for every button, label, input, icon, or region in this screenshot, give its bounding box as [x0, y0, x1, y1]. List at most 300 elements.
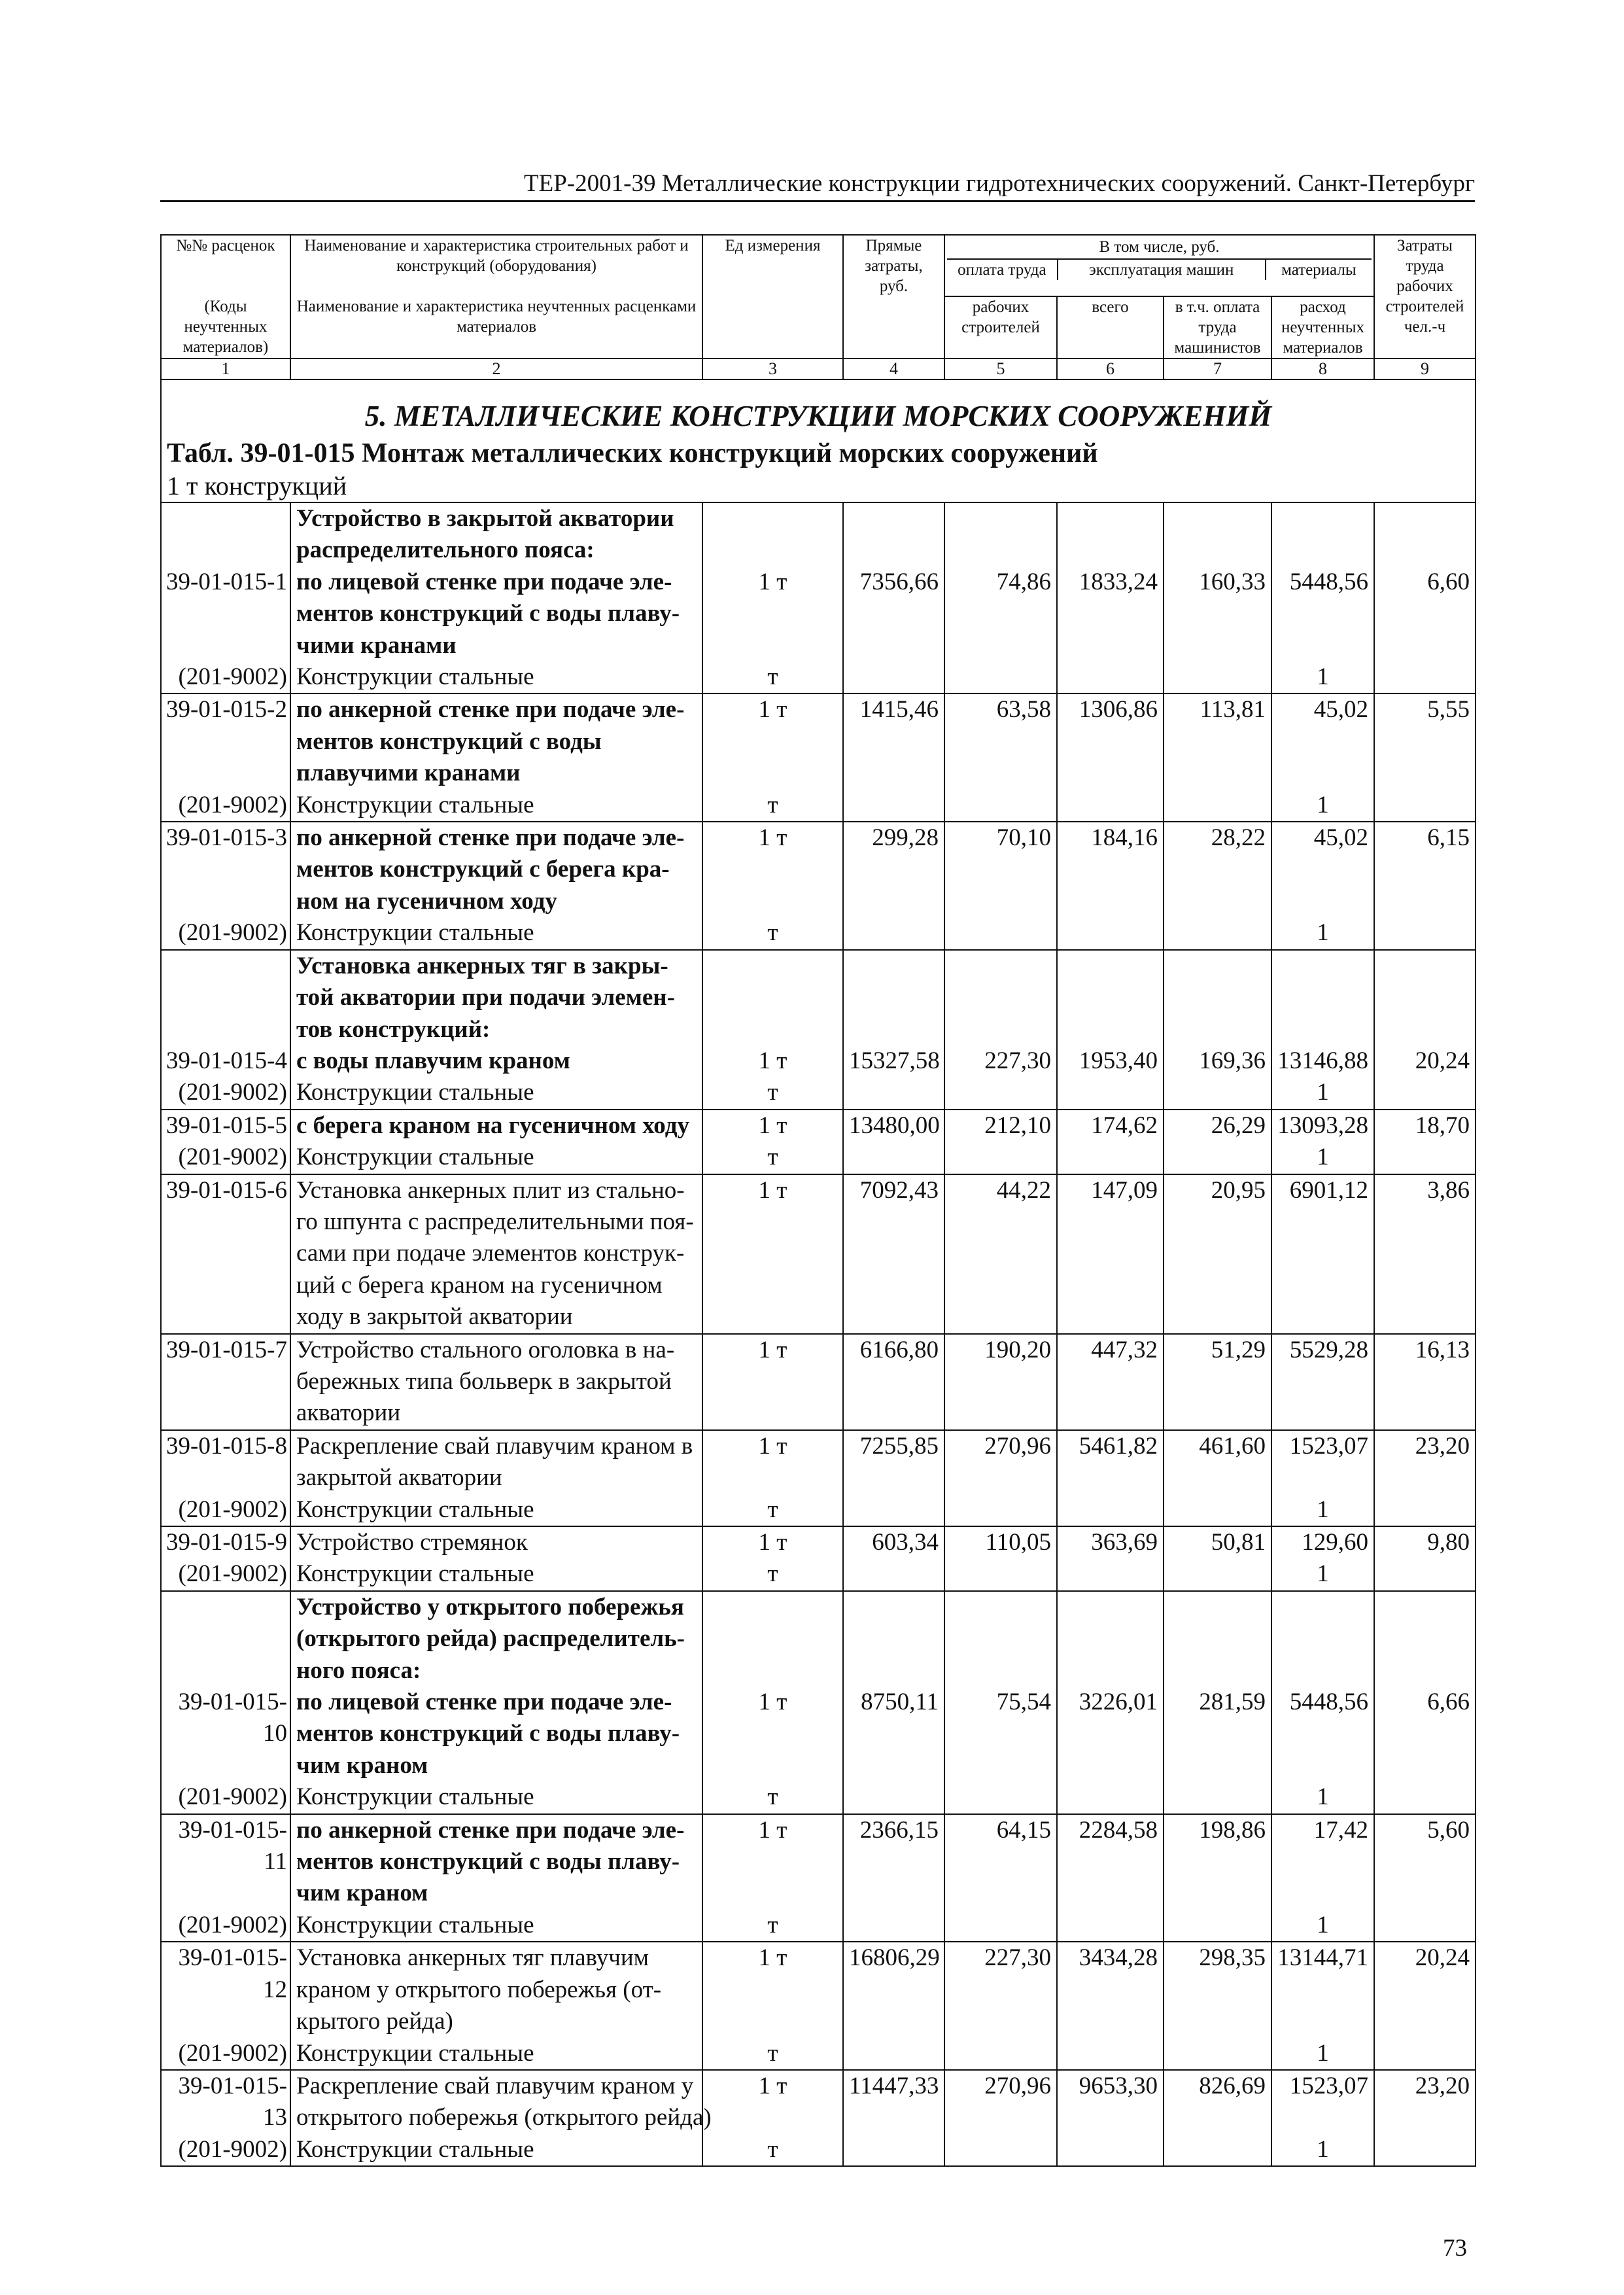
rate-row [161, 1942, 1476, 2037]
value-wage: 212,10 [944, 1110, 1057, 1142]
unit-of-measure: т [702, 1781, 843, 1813]
work-description [290, 1591, 702, 1781]
col-header-4: Прямые затраты, руб. [843, 235, 944, 359]
col-header-5a: оплата труда [947, 259, 1058, 280]
value-mat: 1 [1271, 1781, 1374, 1813]
unit-of-measure: 1 т [702, 1814, 843, 1910]
rate-row [161, 1174, 1476, 1334]
value-direct [843, 790, 944, 822]
description-line: по анкерной стенке при подаче эле- [296, 824, 685, 852]
value-wage: 227,30 [944, 1942, 1057, 2037]
value-mat: 5448,56 [1271, 502, 1374, 661]
work-description [290, 1334, 702, 1430]
rate-row [161, 502, 1476, 661]
value-mach-wage [1164, 1077, 1271, 1109]
description-line: с воды плавучим краном [296, 1047, 570, 1074]
unit-of-measure: 1 т [702, 1110, 843, 1142]
unit-of-measure: 1 т [702, 502, 843, 661]
value-mach-wage [1164, 1558, 1271, 1590]
value-mach-wage [1164, 661, 1271, 693]
value-direct: 1415,46 [843, 693, 944, 789]
value-mach: 184,16 [1057, 822, 1164, 917]
value-direct [843, 1781, 944, 1813]
description-line: чим краном [296, 1751, 428, 1779]
value-mach-wage: 826,69 [1164, 2070, 1271, 2134]
value-mat: 13144,71 [1271, 1942, 1374, 2037]
description-line: Раскрепление свай плавучим краном у [296, 2072, 694, 2099]
description-line: крытого рейда) [296, 2008, 453, 2035]
document-title: ТЕР-2001-39 Металлические конструкции гидротехнических сооружений. Санкт-Петербург [524, 170, 1475, 197]
value-mach-wage [1164, 1781, 1271, 1813]
value-labor [1374, 790, 1476, 822]
description-line: Конструкции стальные [296, 1783, 534, 1811]
value-wage: 75,54 [944, 1591, 1057, 1781]
value-labor: 20,24 [1374, 1942, 1476, 2037]
value-direct: 299,28 [843, 822, 944, 917]
value-mach-wage: 51,29 [1164, 1334, 1271, 1430]
value-labor [1374, 2134, 1476, 2166]
value-mach-wage [1164, 1494, 1271, 1526]
description-line: чими кранами [296, 631, 457, 659]
rate-code: 39-01-015-12 [161, 1942, 290, 2037]
value-mat: 1 [1271, 1077, 1374, 1109]
value-direct: 2366,15 [843, 1814, 944, 1910]
rate-code: (201-9002) [161, 1494, 290, 1526]
value-labor: 23,20 [1374, 2070, 1476, 2134]
col-header-2: Наименование и характеристика строительных работ и конструкций (оборудования) [290, 235, 702, 296]
value-labor [1374, 1494, 1476, 1526]
rate-code: (201-9002) [161, 661, 290, 693]
col-number: 5 [944, 359, 1057, 379]
work-description [290, 1142, 702, 1174]
rate-code: (201-9002) [161, 1781, 290, 1813]
unit-of-measure: 1 т [702, 1174, 843, 1334]
unit-of-measure: т [702, 917, 843, 949]
value-mat: 1 [1271, 1558, 1374, 1590]
material-row [161, 661, 1476, 693]
unit-of-measure: 1 т [702, 693, 843, 789]
value-mat: 1 [1271, 1910, 1374, 1942]
value-mat: 45,02 [1271, 822, 1374, 917]
value-mach [1057, 1558, 1164, 1590]
col-header-8a: материалы [1266, 259, 1372, 280]
rate-code: 39-01-015-6 [161, 1174, 290, 1334]
rate-code: 39-01-015-9 [161, 1526, 290, 1558]
table-header [161, 235, 1476, 379]
description-line: го шпунта с распределительными поя- [296, 1208, 694, 1235]
work-description [290, 1174, 702, 1334]
description-line: открытого побережья (открытого рейда) [296, 2104, 712, 2131]
col-header-5b: рабочих строителей [944, 296, 1057, 359]
col-header-2b: Наименование и характеристика неучтенных расценками материалов [290, 296, 702, 359]
price-table [160, 234, 1476, 2167]
value-mat: 13146,88 [1271, 950, 1374, 1077]
work-description [290, 950, 702, 1077]
description-line: Конструкции стальные [296, 1496, 534, 1523]
col-header-9b: строителей чел.-ч [1374, 296, 1476, 359]
description-line: Устройство стального оголовка в на- [296, 1336, 675, 1363]
col-header-6: всего [1057, 296, 1164, 359]
work-description [290, 1110, 702, 1142]
value-direct [843, 1494, 944, 1526]
value-labor: 6,66 [1374, 1591, 1476, 1781]
rate-code: 39-01-015-3 [161, 822, 290, 917]
rate-code: (201-9002) [161, 790, 290, 822]
rate-row [161, 950, 1476, 1077]
col-header-7: в т.ч. оплата труда машинистов [1164, 296, 1271, 359]
rate-row [161, 822, 1476, 917]
col-number: 3 [702, 359, 843, 379]
value-mach: 5461,82 [1057, 1430, 1164, 1494]
value-labor [1374, 1142, 1476, 1174]
value-mach [1057, 2134, 1164, 2166]
work-description [290, 1494, 702, 1526]
unit-of-measure: 1 т [702, 1334, 843, 1430]
value-direct: 6166,80 [843, 1334, 944, 1430]
value-mat: 5448,56 [1271, 1591, 1374, 1781]
rate-code: (201-9002) [161, 917, 290, 949]
unit-of-measure: т [702, 1494, 843, 1526]
rate-row [161, 2070, 1476, 2134]
unit-of-measure: 1 т [702, 1942, 843, 2037]
work-description [290, 1077, 702, 1109]
unit-of-measure: 1 т [702, 1526, 843, 1558]
work-description [290, 1526, 702, 1558]
rate-code: (201-9002) [161, 1910, 290, 1942]
value-direct: 7092,43 [843, 1174, 944, 1334]
value-wage: 70,10 [944, 822, 1057, 917]
work-description [290, 822, 702, 917]
rate-row [161, 1334, 1476, 1430]
work-description [290, 1814, 702, 1910]
work-description [290, 1430, 702, 1494]
value-mat: 1 [1271, 1494, 1374, 1526]
unit-of-measure: т [702, 2134, 843, 2166]
value-direct [843, 1910, 944, 1942]
col-number: 1 [161, 359, 290, 379]
value-direct: 15327,58 [843, 950, 944, 1077]
unit-of-measure: т [702, 1558, 843, 1590]
value-labor: 6,15 [1374, 822, 1476, 917]
value-mach-wage: 461,60 [1164, 1430, 1271, 1494]
description-line: той акватории при подачи элемен- [296, 984, 675, 1011]
col-number: 7 [1164, 359, 1271, 379]
value-labor [1374, 917, 1476, 949]
material-row [161, 1910, 1476, 1942]
value-mat: 6901,12 [1271, 1174, 1374, 1334]
rate-code: (201-9002) [161, 2134, 290, 2166]
value-mat: 1 [1271, 2134, 1374, 2166]
unit-of-measure: т [702, 1910, 843, 1942]
material-row [161, 1077, 1476, 1109]
value-wage: 63,58 [944, 693, 1057, 789]
value-mach-wage [1164, 1910, 1271, 1942]
col-header-8b: расход неучтенных материалов [1271, 296, 1374, 359]
value-direct: 13480,00 [843, 1110, 944, 1142]
description-line: Устройство в закрытой акватории [296, 505, 674, 532]
value-labor: 6,60 [1374, 502, 1476, 661]
value-wage [944, 661, 1057, 693]
value-mach: 1306,86 [1057, 693, 1164, 789]
description-line: Конструкции стальные [296, 1560, 534, 1588]
description-line: сами при подаче элементов конструк- [296, 1240, 685, 1267]
work-description [290, 917, 702, 949]
value-mach-wage [1164, 790, 1271, 822]
work-description [290, 1910, 702, 1942]
value-labor [1374, 1781, 1476, 1813]
value-mat: 1 [1271, 2038, 1374, 2070]
value-direct [843, 2134, 944, 2166]
work-description [290, 1781, 702, 1813]
value-wage [944, 1077, 1057, 1109]
value-mat: 1 [1271, 790, 1374, 822]
description-line: Установка анкерных тяг в закры- [296, 952, 668, 979]
description-line: Конструкции стальные [296, 1079, 534, 1106]
rate-code: 39-01-015-10 [161, 1591, 290, 1781]
value-mach-wage: 281,59 [1164, 1591, 1271, 1781]
value-direct [843, 917, 944, 949]
description-line: с берега краном на гусеничном ходу [296, 1112, 689, 1139]
value-mat: 1 [1271, 1142, 1374, 1174]
description-line: плавучими кранами [296, 760, 521, 787]
col-group-header [944, 235, 1374, 296]
rate-code: (201-9002) [161, 2038, 290, 2070]
col-number: 9 [1374, 359, 1476, 379]
value-direct [843, 1142, 944, 1174]
work-description [290, 693, 702, 789]
description-line: Конструкции стальные [296, 919, 534, 947]
rate-code: 39-01-015-8 [161, 1430, 290, 1494]
value-wage [944, 2038, 1057, 2070]
value-direct: 603,34 [843, 1526, 944, 1558]
rate-code: 39-01-015-4 [161, 950, 290, 1077]
description-line: Конструкции стальные [296, 2135, 534, 2163]
value-mach-wage: 20,95 [1164, 1174, 1271, 1334]
value-mach-wage [1164, 2134, 1271, 2166]
col-number: 8 [1271, 359, 1374, 379]
value-mach: 1833,24 [1057, 502, 1164, 661]
value-mach [1057, 1781, 1164, 1813]
value-mach-wage: 198,86 [1164, 1814, 1271, 1910]
description-line: ном на гусеничном ходу [296, 887, 557, 915]
value-mach [1057, 1077, 1164, 1109]
unit-of-measure: 1 т [702, 950, 843, 1077]
value-wage [944, 2134, 1057, 2166]
value-wage [944, 1781, 1057, 1813]
value-labor: 3,86 [1374, 1174, 1476, 1334]
unit-of-measure: т [702, 790, 843, 822]
description-line: акватории [296, 1399, 401, 1427]
rate-code: 39-01-015-13 [161, 2070, 290, 2134]
value-labor: 5,60 [1374, 1814, 1476, 1910]
description-line: по лицевой стенке при подаче эле- [296, 1689, 672, 1716]
value-mach-wage [1164, 917, 1271, 949]
value-wage [944, 917, 1057, 949]
description-line: распределительного пояса: [296, 536, 595, 564]
value-mach [1057, 1494, 1164, 1526]
description-line: бережных типа больверк в закрытой [296, 1367, 672, 1395]
value-mach-wage: 50,81 [1164, 1526, 1271, 1558]
value-direct [843, 661, 944, 693]
value-direct: 8750,11 [843, 1591, 944, 1781]
value-wage: 74,86 [944, 502, 1057, 661]
rate-code: 39-01-015-7 [161, 1334, 290, 1430]
material-row [161, 1494, 1476, 1526]
value-wage [944, 1142, 1057, 1174]
value-labor: 5,55 [1374, 693, 1476, 789]
description-line: ментов конструкций с воды плаву- [296, 1720, 680, 1747]
rate-code: (201-9002) [161, 1077, 290, 1109]
material-row [161, 2038, 1476, 2070]
description-line: Конструкции стальные [296, 2039, 534, 2067]
rate-row [161, 1526, 1476, 1558]
value-mach [1057, 917, 1164, 949]
rate-row [161, 1430, 1476, 1494]
value-mat: 1523,07 [1271, 2070, 1374, 2134]
value-mach: 9653,30 [1057, 2070, 1164, 2134]
value-direct: 7255,85 [843, 1430, 944, 1494]
value-labor [1374, 1910, 1476, 1942]
work-description [290, 661, 702, 693]
col-header-3: Ед измерения [702, 235, 843, 359]
value-mach-wage [1164, 1142, 1271, 1174]
value-wage [944, 790, 1057, 822]
rate-code: 39-01-015-1 [161, 502, 290, 661]
description-line: по анкерной стенке при подаче эле- [296, 696, 685, 724]
value-mach: 2284,58 [1057, 1814, 1164, 1910]
rate-code: (201-9002) [161, 1142, 290, 1174]
unit-of-measure: т [702, 661, 843, 693]
work-description [290, 2038, 702, 2070]
value-mach: 3226,01 [1057, 1591, 1164, 1781]
value-wage [944, 1494, 1057, 1526]
value-mach-wage: 113,81 [1164, 693, 1271, 789]
value-mach-wage: 26,29 [1164, 1110, 1271, 1142]
description-line: Установка анкерных плит из стально- [296, 1176, 685, 1204]
unit-of-measure: т [702, 2038, 843, 2070]
description-line: Установка анкерных тяг плавучим [296, 1944, 649, 1972]
rate-code: 39-01-015-11 [161, 1814, 290, 1910]
col-header-9a: Затраты труда рабочих [1374, 235, 1476, 296]
rate-row [161, 1591, 1476, 1781]
description-line: по лицевой стенке при подаче эле- [296, 568, 672, 595]
description-line: Конструкции стальные [296, 1144, 534, 1171]
material-row [161, 1142, 1476, 1174]
value-wage: 110,05 [944, 1526, 1057, 1558]
value-mach [1057, 1910, 1164, 1942]
value-mach-wage: 28,22 [1164, 822, 1271, 917]
section-title: 5. МЕТАЛЛИЧЕСКИЕ КОНСТРУКЦИИ МОРСКИХ СООРУЖЕНИЙ [161, 379, 1476, 434]
value-mat: 129,60 [1271, 1526, 1374, 1558]
rate-code: 39-01-015-5 [161, 1110, 290, 1142]
value-wage: 64,15 [944, 1814, 1057, 1910]
description-line: ного пояса: [296, 1656, 421, 1684]
value-direct: 7356,66 [843, 502, 944, 661]
value-wage: 190,20 [944, 1334, 1057, 1430]
value-mach: 363,69 [1057, 1526, 1164, 1558]
value-labor [1374, 661, 1476, 693]
value-labor [1374, 1077, 1476, 1109]
description-line: Конструкции стальные [296, 1911, 534, 1938]
unit-of-measure: 1 т [702, 1430, 843, 1494]
description-line: ходу в закрытой акватории [296, 1303, 573, 1331]
value-mach-wage: 169,36 [1164, 950, 1271, 1077]
col-group-label: В том числе, руб. [1099, 238, 1220, 256]
table-body [161, 379, 1476, 2166]
value-labor: 18,70 [1374, 1110, 1476, 1142]
work-description [290, 2070, 712, 2134]
description-line: чим краном [296, 1880, 428, 1907]
description-line: тов конструкций: [296, 1015, 491, 1043]
description-line: Конструкции стальные [296, 791, 534, 818]
value-mat: 1523,07 [1271, 1430, 1374, 1494]
rate-code: (201-9002) [161, 1558, 290, 1590]
col-number: 2 [290, 359, 702, 379]
description-line: Устройство стремянок [296, 1529, 528, 1556]
value-mach-wage [1164, 2038, 1271, 2070]
unit-of-measure: 1 т [702, 1591, 843, 1781]
page-number: 73 [1443, 2235, 1467, 2262]
value-mat: 1 [1271, 661, 1374, 693]
col-number: 6 [1057, 359, 1164, 379]
value-direct [843, 1558, 944, 1590]
value-mach: 3434,28 [1057, 1942, 1164, 2037]
value-labor: 16,13 [1374, 1334, 1476, 1430]
rate-row [161, 1814, 1476, 1910]
value-mat: 45,02 [1271, 693, 1374, 789]
value-mat: 17,42 [1271, 1814, 1374, 1910]
value-direct: 11447,33 [843, 2070, 944, 2134]
col-header-1b: (Коды неучтенных материалов) [161, 296, 290, 359]
col-number: 4 [843, 359, 944, 379]
value-direct [843, 2038, 944, 2070]
value-mach [1057, 661, 1164, 693]
value-mat: 1 [1271, 917, 1374, 949]
rate-code: 39-01-015-2 [161, 693, 290, 789]
description-line: ментов конструкций с воды плаву- [296, 1848, 680, 1876]
value-wage: 270,96 [944, 2070, 1057, 2134]
description-line: Раскрепление свай плавучим краном в [296, 1432, 693, 1460]
material-row [161, 1558, 1476, 1590]
value-labor: 9,80 [1374, 1526, 1476, 1558]
unit-of-measure: 1 т [702, 2070, 843, 2134]
description-line: по анкерной стенке при подаче эле- [296, 1816, 685, 1844]
material-row [161, 1781, 1476, 1813]
value-mach [1057, 790, 1164, 822]
material-row [161, 2134, 1476, 2166]
description-line: краном у открытого побережья (от- [296, 1976, 662, 2003]
unit-of-measure: 1 т [702, 822, 843, 917]
description-line: ций с берега краном на гусеничном [296, 1271, 663, 1299]
description-line: ментов конструкций с воды [296, 727, 602, 755]
work-description [290, 2134, 702, 2166]
document-header [160, 169, 1475, 202]
col-group-machines: эксплуатация машин [1058, 259, 1266, 280]
work-description [290, 502, 702, 661]
rate-row [161, 1110, 1476, 1142]
material-row [161, 917, 1476, 949]
description-line: Конструкции стальные [296, 663, 534, 691]
value-wage: 44,22 [944, 1174, 1057, 1334]
value-wage [944, 1558, 1057, 1590]
value-mach: 147,09 [1057, 1174, 1164, 1334]
value-mach-wage: 160,33 [1164, 502, 1271, 661]
value-mach: 447,32 [1057, 1334, 1164, 1430]
value-wage: 227,30 [944, 950, 1057, 1077]
value-labor: 23,20 [1374, 1430, 1476, 1494]
description-line: ментов конструкций с берега кра- [296, 856, 670, 883]
value-labor [1374, 2038, 1476, 2070]
